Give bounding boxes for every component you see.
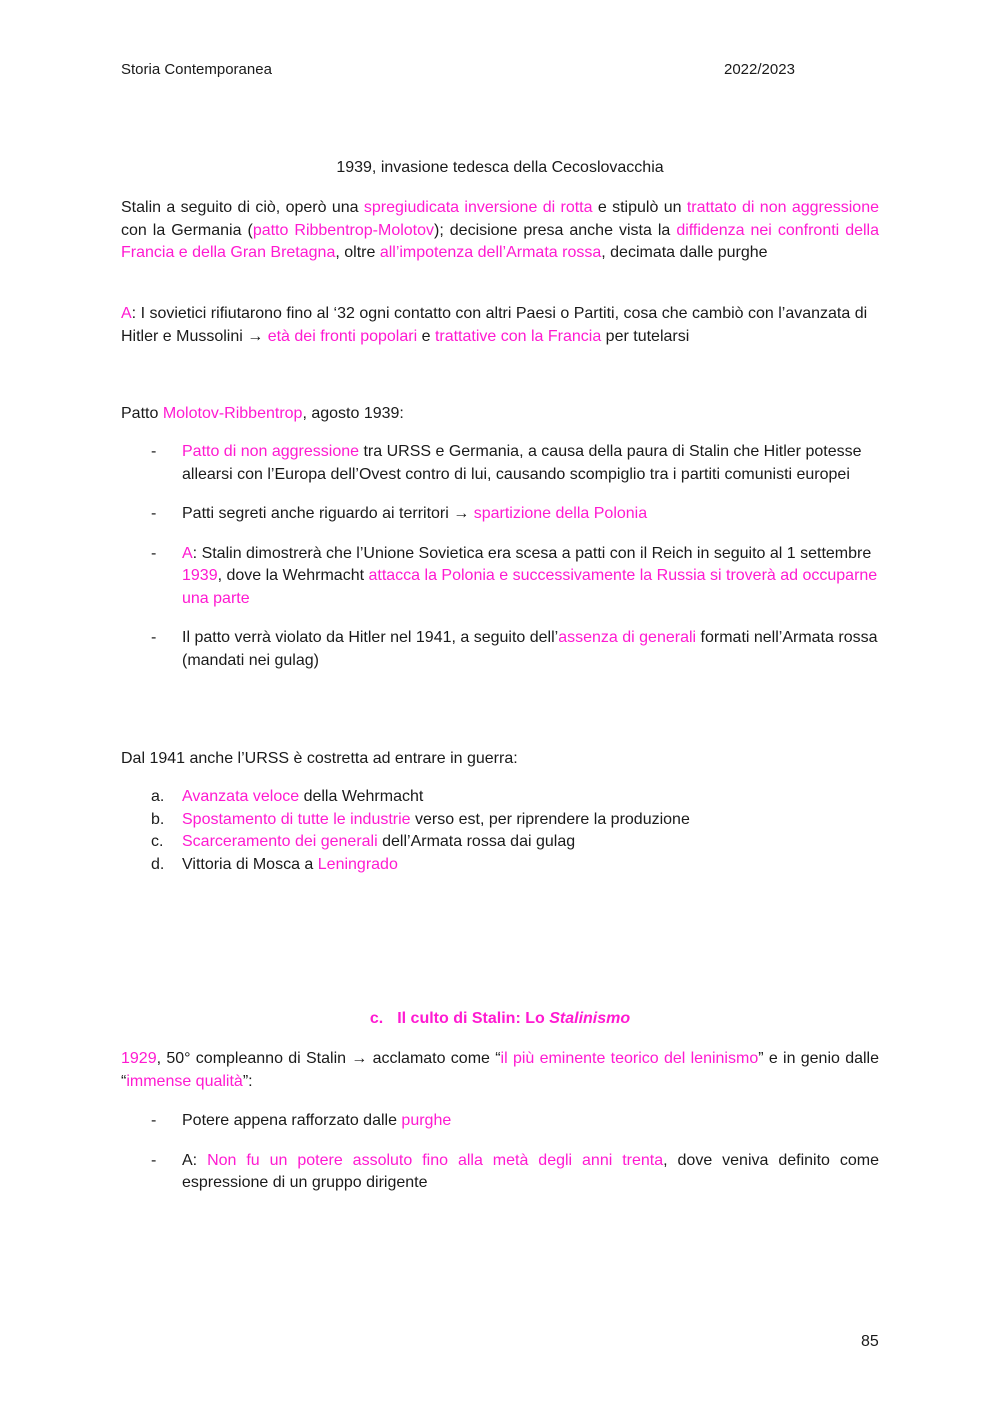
text-run: , agosto 1939: — [302, 405, 404, 422]
highlighted-text: il più eminente teorico del leninismo — [500, 1050, 759, 1067]
list-item — [121, 503, 879, 526]
text-run: , decimata dalle purghe — [601, 244, 768, 261]
highlighted-text: A — [182, 544, 193, 562]
list-item-text — [182, 856, 398, 873]
text-run: A: — [182, 1151, 208, 1169]
list-item — [121, 786, 879, 809]
text-run: formati nell’Armata rossa (mandati nei gulag) — [182, 629, 878, 669]
highlighted-text: Avanzata veloce — [182, 788, 300, 805]
list-item — [121, 831, 879, 854]
highlighted-text: trattative con la Francia — [434, 327, 602, 345]
list-item-text — [182, 443, 862, 483]
text-run: Patto — [121, 405, 163, 422]
highlighted-text: Leningrado — [317, 855, 398, 873]
text-run: Stalin a seguito di ciò, operò una — [121, 199, 364, 216]
text-run: con la Germania ( — [121, 221, 253, 239]
urss-lettered-list — [121, 786, 879, 876]
highlighted-text: 1929 — [121, 1050, 157, 1067]
list-item-text — [182, 629, 877, 669]
highlighted-text: assenza di generali — [558, 629, 697, 646]
highlighted-text: Spostamento di tutte le industrie — [182, 810, 411, 828]
highlighted-text: Patto di non aggressione — [182, 443, 360, 460]
section-title-italic: Stalinismo — [549, 1010, 631, 1027]
patto-heading — [121, 403, 879, 426]
text-run: della Wehrmacht — [299, 788, 424, 805]
text-run: dell’Armata rossa dai gulag — [377, 833, 576, 850]
highlighted-text: diffidenza nei confronti della Francia e della Gran Bretagna — [121, 221, 880, 261]
list-item — [121, 1110, 879, 1133]
highlighted-text: età dei fronti popolari — [267, 327, 418, 345]
bullet-mark: - — [151, 505, 157, 522]
text-run: : Stalin dimostrerà che l’Unione Sovietica era scesa a patti con il Reich in seguito al 1 settembre — [192, 544, 872, 562]
list-item — [121, 441, 879, 486]
event-title-1939: 1939, invasione tedesca della Cecoslovacchia — [336, 159, 664, 176]
highlighted-text: Molotov-Ribbentrop — [162, 405, 303, 422]
highlighted-text: all’impotenza dell’Armata rossa — [379, 244, 602, 261]
paragraph-stalin-treaty — [121, 197, 879, 265]
list-item — [121, 809, 879, 832]
highlighted-text: spregiudicata inversione di rotta — [363, 199, 593, 216]
text-run: , dove la Wehrmacht — [217, 567, 369, 584]
text-run: verso est, per riprendere la produzione — [410, 810, 690, 828]
highlighted-text: immense qualità — [126, 1072, 243, 1090]
list-letter: d. — [151, 855, 165, 873]
patto-bullet-list — [121, 441, 879, 672]
text-run: e stipulò un — [592, 199, 687, 216]
culto-bullet-list — [121, 1110, 879, 1195]
list-letter: a. — [151, 788, 165, 805]
header-course-title: Storia Contemporanea — [121, 61, 272, 78]
list-letter: b. — [151, 810, 165, 828]
bullet-mark: - — [151, 1112, 157, 1129]
list-item-text — [182, 505, 647, 522]
list-item — [121, 854, 879, 877]
section-number: c. — [369, 1010, 384, 1027]
highlighted-text: trattato di non aggressione — [686, 199, 880, 216]
section-title-text: Il culto di Stalin: Lo — [397, 1010, 550, 1027]
section-heading — [0, 1010, 1000, 1028]
text-run: , dove veniva definito come espressione di un gruppo dirigente — [182, 1151, 880, 1191]
bullet-mark: - — [151, 629, 157, 646]
highlighted-text: 1939 — [182, 567, 218, 584]
text-run: per tutelarsi — [601, 327, 690, 345]
text-run: ”: — [242, 1072, 253, 1090]
text-run: Potere appena rafforzato dalle — [182, 1112, 402, 1129]
highlighted-text: attacca la Polonia e successivamente la Russia si troverà ad occuparne una parte — [182, 567, 878, 607]
text-run: Vittoria di Mosca a — [182, 855, 318, 873]
text-run: Patti segreti anche riguardo ai territori → — [182, 505, 474, 522]
list-item — [121, 543, 879, 611]
bullet-mark: - — [151, 544, 157, 562]
highlighted-text: A — [121, 305, 132, 322]
text-run: , oltre — [335, 244, 380, 261]
list-item-text — [182, 833, 575, 850]
urss-heading: Dal 1941 anche l’URSS è costretta ad entrare in guerra: — [121, 750, 518, 767]
text-run: ); decisione presa anche vista la — [434, 221, 677, 239]
page-number: 85 — [861, 1333, 879, 1350]
paragraph-1929 — [121, 1048, 879, 1093]
bullet-mark: - — [151, 1151, 157, 1169]
list-letter: c. — [151, 833, 164, 850]
list-item — [121, 627, 879, 672]
highlighted-text: purghe — [401, 1112, 452, 1129]
text-run: Il patto verrà violato da Hitler nel 1941, a seguito dell’ — [182, 629, 559, 646]
bullet-mark: - — [151, 443, 157, 460]
header-academic-year: 2022/2023 — [724, 61, 795, 78]
text-run: : I sovietici rifiutarono fino al ‘32 ogni contatto con altri Paesi o Partiti, cosa che cambiò con l’avanzata di Hitler e Mussolini → — [121, 305, 868, 345]
list-item-text — [182, 1152, 879, 1192]
list-item-text — [182, 545, 877, 607]
list-item — [121, 1150, 879, 1195]
highlighted-text: patto Ribbentrop-Molotov — [252, 221, 435, 239]
highlighted-text: Scarceramento dei generali — [182, 833, 378, 850]
list-item-text — [182, 811, 690, 828]
highlighted-text: spartizione della Polonia — [473, 505, 648, 522]
text-run: ” e in genio dalle “ — [121, 1050, 879, 1090]
text-run: tra URSS e Germania, a causa della paura di Stalin che Hitler potesse allearsi con l’Europa dell’Ovest contro di lui, causando scompiglio tra i partiti comunisti europei — [182, 443, 862, 483]
paragraph-annotation-a — [121, 303, 879, 348]
list-item-text — [182, 788, 423, 805]
highlighted-text: Non fu un potere assoluto fino alla metà degli anni trenta — [207, 1151, 664, 1169]
text-run: e — [417, 327, 435, 345]
text-run: , 50° compleanno di Stalin → acclamato come “ — [156, 1050, 501, 1067]
list-item-text — [182, 1112, 451, 1129]
